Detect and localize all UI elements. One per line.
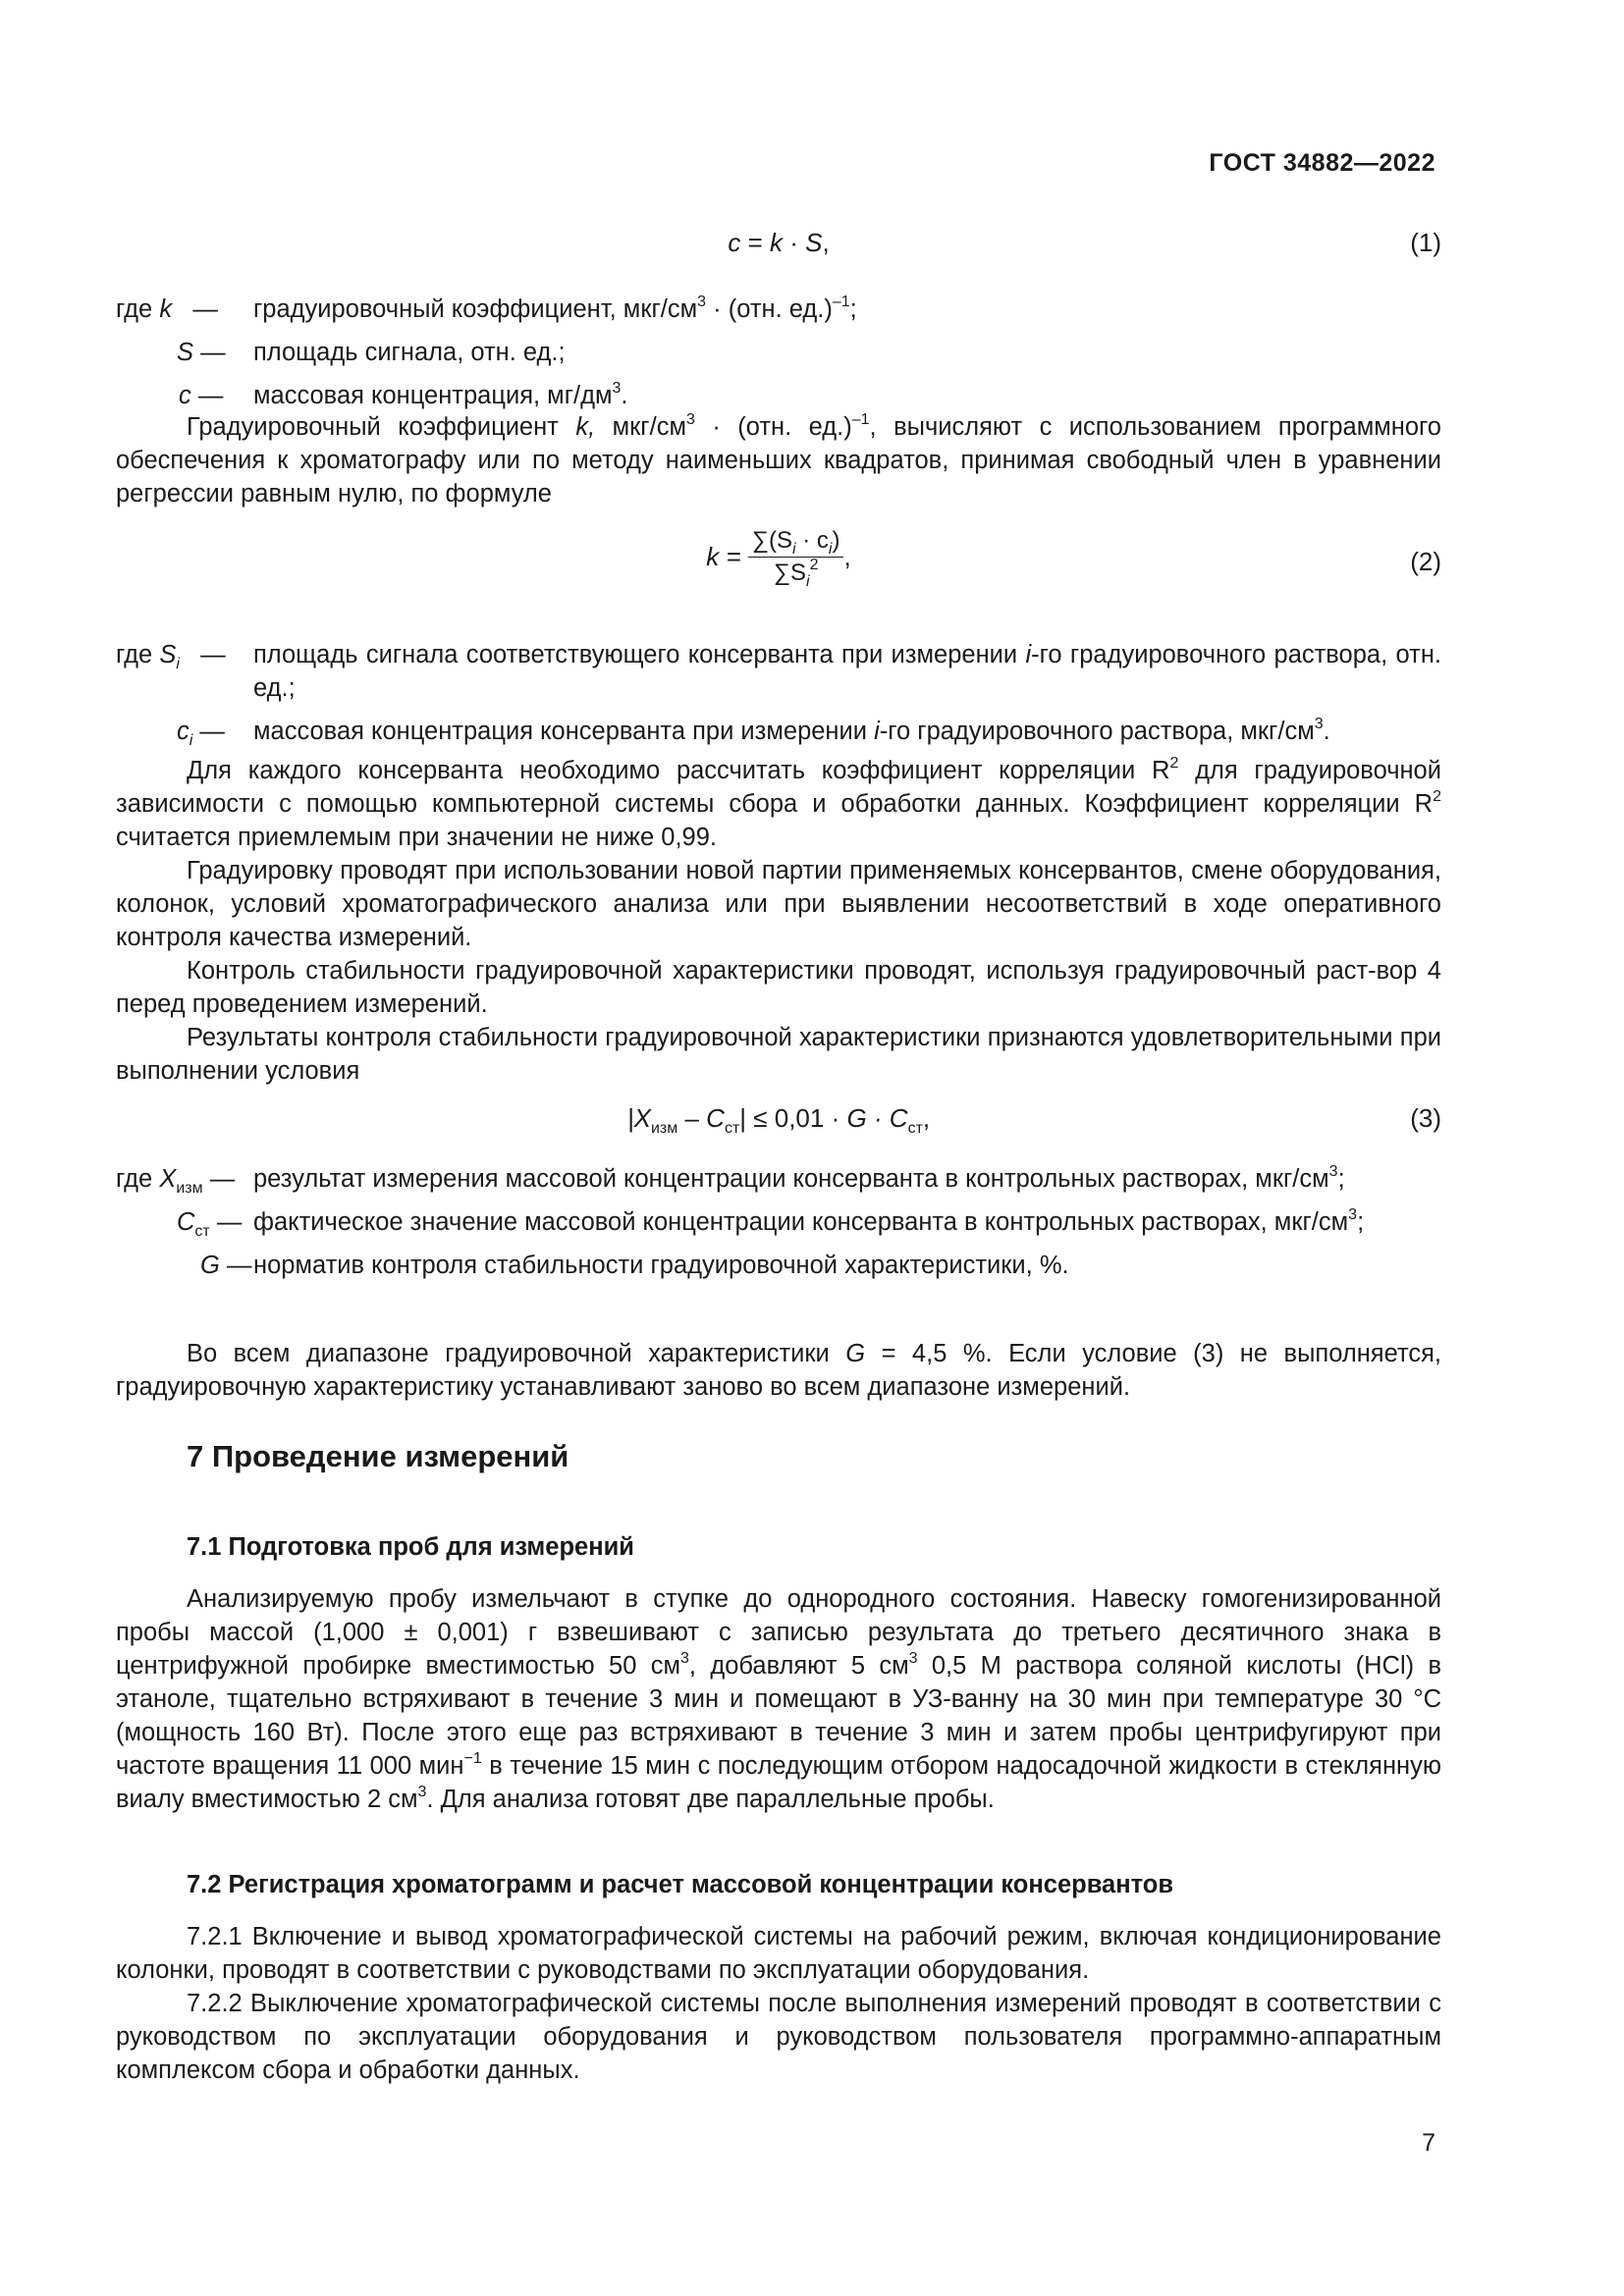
paragraph-calibration: Градуировку проводят при использовании новой партии применяемых консервантов, смене оборудования, колонок, условий хроматографического анализа или при выявлении несоответствий в ходе оперативного контроля качества измерений. [116, 857, 1441, 951]
definitions-formula-1 [116, 293, 1441, 412]
paragraph-7-2-2: 7.2.2 Выключение хроматографической системы после выполнения измерений проводят в соответствии с руководством по эксплуатации оборудования и руководством пользователя программно-аппаратным комплексом сбора и обработки данных. [116, 1990, 1441, 2084]
formula-3-expression: $|X_{изм} - C_{ст}| \le 0,01 \cdot G \cdot C_{ст}$, [626, 1103, 931, 1137]
formula-2 [116, 525, 1441, 604]
paragraph-stability-control: Контроль стабильности градуировочной характеристики проводят, используя градуировочный раст-вор 4 перед проведением измерений. [116, 957, 1441, 1018]
subsection-7-1-title: 7.1 Подготовка проб для измерений [187, 1533, 634, 1561]
formula-2-fraction [748, 525, 844, 589]
formula-2-number: (2) [1410, 547, 1441, 576]
subsection-7-2-title: 7.2 Регистрация хроматограмм и расчет массовой концентрации консервантов [187, 1871, 1174, 1898]
formula-3-number: (3) [1410, 1103, 1441, 1133]
paragraph-results: Результаты контроля стабильности градуировочной характеристики признаются удовлетворительными при выполнении условия [116, 1024, 1441, 1085]
formula-1-number: (1) [1410, 228, 1441, 257]
definition-c-st: $C_{ст}$ — фактическое значение массовой концентрации консерванта в контрольных растворах, мкг/$см^3$; [177, 1206, 1365, 1240]
definition-s: S — площадь сигнала, отн. ед.; [177, 339, 566, 366]
definitions-formula-3 [116, 1162, 1441, 1282]
paragraph-coefficient: Градуировочный коэффициент k, мкг/$см^3 \cdot (отн$. ед.)$^{-1}$, вычисляют с использованием программного обеспечения к хроматографу или по методу наименьших квадратов, принимая свободный член в уравнении регрессии равным нулю, по формуле [116, 411, 1441, 507]
definition-x-meas: где $X_{изм}$ — результат измерения массовой концентрации консерванта в контрольных растворах, мкг/$см^3$; [116, 1163, 1345, 1197]
paragraph-sample-prep: Анализируемую пробу измельчают в ступке до однородного состояния. Навеску гомогенизированной пробы массой (1,000 ± 0,001) г взвешивают с записью результата до третьего десятичного знака в центрифужной пробирке вместимостью 50 $см^3$, добавляют 5 $см^3$ 0,5 М раствора соляной кислоты (HCl) в этаноле, тщательно встряхивают в течение 3 мин и помещают в УЗ-ванну на 30 мин при температуре 30 °С (мощность 160 Вт). После этого еще раз встряхивают в течение 3 мин и затем пробы центрифугируют при частоте вращения 11 000 мин$^{-1}$ в течение 15 мин с последующим отбором надосадочной жидкости в стеклянную виалу вместимостью 2 $см^3$. Для анализа готовят две параллельные пробы. [116, 1585, 1441, 1813]
definition-si: где $S_i$ — площадь сигнала соответствующего консерванта при измерении i-го градуировочного раствора, отн. ед.; [116, 641, 1441, 702]
definition-k: где k — градуировочный коэффициент, мкг/$см^3 \cdot (отн$. ед.)$^{-1}$; [116, 294, 857, 323]
standard-header: ГОСТ 34882—2022 [1209, 149, 1435, 177]
formula-2-numerator: $\sum(S_i \cdot c_i)$ [748, 525, 844, 558]
formula-2-denominator: $\sum S_i^2$ [773, 557, 819, 590]
definition-ci: $c_i$ — массовая концентрация консерванта при измерении i-го градуировочного раствора, мкг/$см^3$. [177, 716, 1330, 749]
definition-g: G — норматив контроля стабильности градуировочной характеристики, %. [200, 1252, 1069, 1279]
formula-2-expression: k = $\frac{\sum(S_i \cdot c_i)}{\sum S_i^2}$ , [706, 527, 851, 590]
definition-c: c — массовая концентрация, $мг/дм^3$. [179, 380, 628, 409]
definitions-formula-2 [116, 638, 1441, 748]
formula-1-expression: c = k · S, [728, 228, 830, 257]
paragraph-g-norm: Во всем диапазоне градуировочной характеристики G = 4,5 %. Если условие (3) не выполняется, градуировочную характеристику устанавливают заново во всем диапазоне измерений. [116, 1340, 1441, 1401]
section-7-title: 7 Проведение измерений [187, 1439, 569, 1473]
paragraph-7-2-1: 7.2.1 Включение и вывод хроматографической системы на рабочий режим, включая кондиционирование колонки, проводят в соответствии с руководствами по эксплуатации оборудования. [116, 1923, 1441, 1984]
page-number: 7 [1422, 2129, 1435, 2157]
paragraph-correlation: Для каждого консерванта необходимо рассчитать коэффициент корреляции $R^2$ для градуировочной зависимости с помощью компьютерной системы сбора и обработки данных. Коэффициент корреляции $R^2$ считается приемлемым при значении не ниже 0,99. [116, 755, 1441, 851]
